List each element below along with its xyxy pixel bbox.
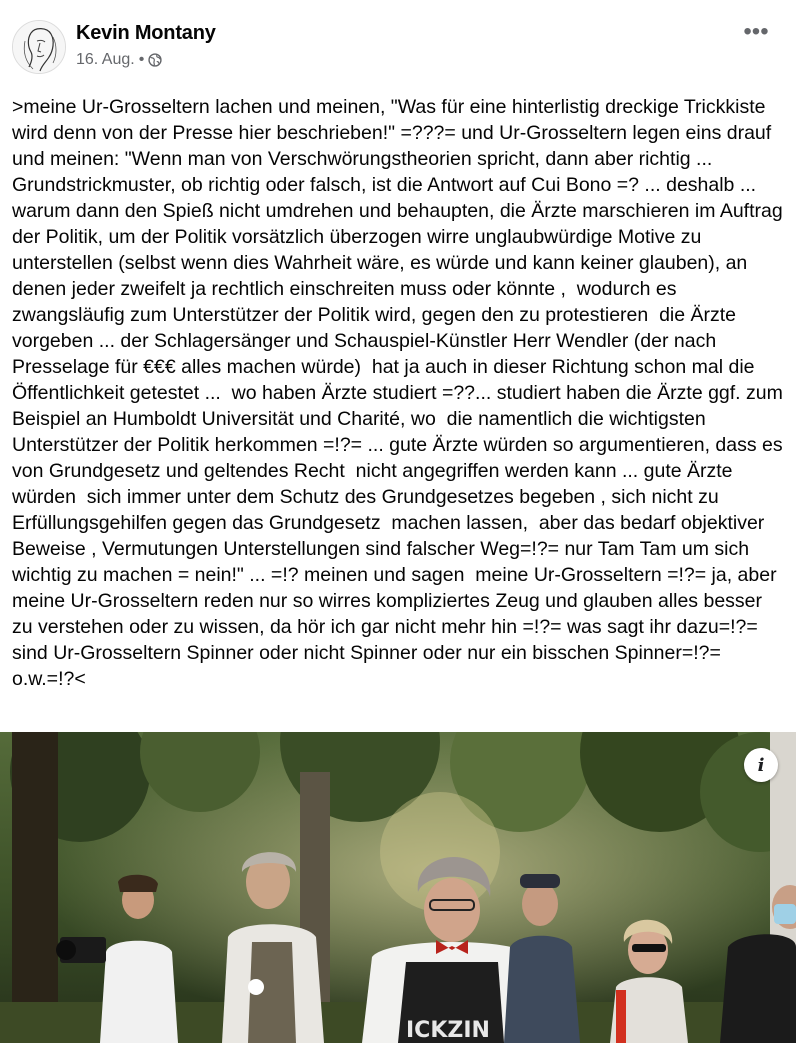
post-header: [0, 0, 796, 90]
post-date[interactable]: 16. Aug.: [76, 51, 135, 68]
author-avatar[interactable]: [12, 20, 66, 74]
sketch-portrait-icon: [13, 21, 66, 74]
post-meta: [76, 50, 162, 70]
more-options-button[interactable]: •••: [743, 18, 769, 45]
post-image[interactable]: [0, 732, 796, 1043]
meta-separator: •: [138, 51, 145, 68]
info-icon[interactable]: i: [744, 748, 778, 782]
protest-photo: [0, 732, 796, 1043]
shirt-text: ICKZIN: [406, 1018, 490, 1043]
author-name[interactable]: Kevin Montany: [76, 22, 216, 44]
globe-icon[interactable]: [148, 53, 162, 67]
post-text: >meine Ur-Grosseltern lachen und meinen, "Was für eine hinterlistig dreckige Trickkiste wird denn von der Presse hier beschrieben!" =???= und Ur-Grosseltern legen eins drauf und meinen: "Wenn man von Verschwörungstheorien spricht, dann aber richtig ... Grundstrickmuster, ob richtig oder falsch, ist die Antwort auf Cui Bono =? ... deshalb ... warum dann den Spieß nicht umdrehen und behaupten, die Ärzte marschieren im Auftrag der Politik, um der Politik vorsätzlich überzogen wirre unglaubwürdige Motive zu unterstellen (selbst wenn dies Wahrheit wäre, es würde und kann keiner glauben), an denen jeder zweifelt ja rechtlich einschreiten muss oder könnte , wodurch es zwangsläufig zum Unterstützer der Politik wird, gegen den zu protestieren die Ärzte vorgeben ... der Schlagersänger und Schauspiel-Künstler Herr Wendler (der nach Presselage für €€€ alles machen würde) hat ja auch in dieser Richtung schon mal die Öffentlichkeit getestet ... wo haben Ärzte studiert =??... studiert haben die Ärzte ggf. zum Beispiel an Humboldt Universität und Charité, wo die namentlich die wichtigsten Unterstützer der Politik herkommen =!?= ... gute Ärzte würden so argumentieren, dass es von Grundgesetz und geltendes Recht nicht angegriffen werden kann ... gute Ärzte würden sich immer unter dem Schutz des Grundgesetzes begeben , sich nicht zu Erfüllungsgehilfen gegen das Grundgesetz machen lassen, aber das bedarf objektiver Beweise , Vermutungen Unterstellungen sind falscher Weg=!?= nur Tam Tam um sich wichtig zu machen = nein!" ... =!? meinen und sagen meine Ur-Grosseltern =!?= ja, aber meine Ur-Grosseltern reden nur so wirres kompliziertes Zeug und glauben alles besser zu verstehen oder zu wissen, da hör ich gar nicht mehr hin =!?= was sagt ihr dazu=!?= sind Ur-Grosseltern Spinner oder nicht Spinner oder nur ein bisschen Spinner=!?= o.w.=!?<: [12, 96, 789, 690]
